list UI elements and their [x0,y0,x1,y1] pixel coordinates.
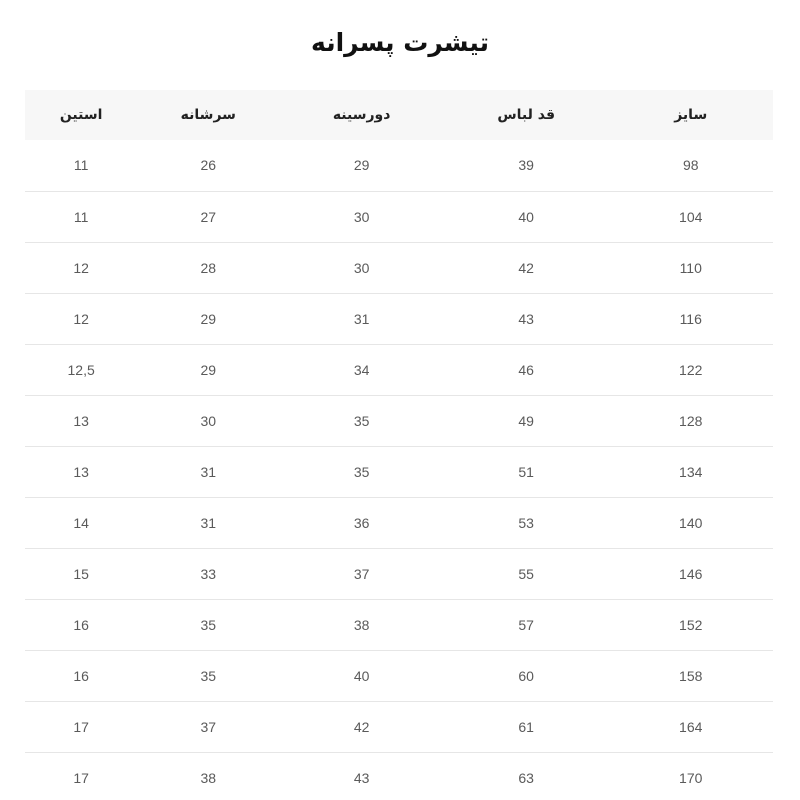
cell-size: 170 [608,752,773,800]
cell-sleeve: 13 [25,395,137,446]
cell-size: 98 [608,140,773,191]
header-chest: دورسینه [279,90,444,140]
cell-chest: 31 [279,293,444,344]
cell-chest: 29 [279,140,444,191]
size-chart-table [25,90,773,800]
cell-length: 61 [444,701,609,752]
cell-chest: 36 [279,497,444,548]
table-row [25,242,773,293]
cell-sleeve: 16 [25,599,137,650]
table-row [25,548,773,599]
cell-shoulder: 33 [137,548,279,599]
header-length: قد لباس [444,90,609,140]
cell-chest: 40 [279,650,444,701]
cell-shoulder: 38 [137,752,279,800]
cell-length: 51 [444,446,609,497]
table-row [25,191,773,242]
table-row [25,599,773,650]
cell-length: 39 [444,140,609,191]
table-body [25,140,773,800]
cell-size: 164 [608,701,773,752]
table-row [25,293,773,344]
cell-size: 122 [608,344,773,395]
cell-sleeve: 12 [25,242,137,293]
cell-length: 40 [444,191,609,242]
cell-size: 158 [608,650,773,701]
cell-sleeve: 17 [25,752,137,800]
cell-chest: 35 [279,395,444,446]
cell-sleeve: 13 [25,446,137,497]
table-row [25,752,773,800]
cell-sleeve: 14 [25,497,137,548]
cell-chest: 38 [279,599,444,650]
cell-length: 55 [444,548,609,599]
cell-sleeve: 11 [25,191,137,242]
cell-sleeve: 17 [25,701,137,752]
cell-size: 104 [608,191,773,242]
cell-length: 53 [444,497,609,548]
cell-shoulder: 29 [137,293,279,344]
header-size: سایز [608,90,773,140]
cell-size: 152 [608,599,773,650]
cell-shoulder: 37 [137,701,279,752]
cell-length: 46 [444,344,609,395]
cell-sleeve: 11 [25,140,137,191]
table-row [25,140,773,191]
cell-length: 42 [444,242,609,293]
cell-shoulder: 29 [137,344,279,395]
cell-shoulder: 35 [137,599,279,650]
table-row [25,701,773,752]
cell-length: 63 [444,752,609,800]
header-shoulder: سرشانه [137,90,279,140]
cell-size: 110 [608,242,773,293]
cell-chest: 42 [279,701,444,752]
cell-size: 140 [608,497,773,548]
table-row [25,497,773,548]
cell-chest: 30 [279,191,444,242]
table-row [25,395,773,446]
cell-chest: 37 [279,548,444,599]
cell-shoulder: 31 [137,497,279,548]
table-row [25,344,773,395]
table-header-row [25,90,773,140]
cell-chest: 35 [279,446,444,497]
cell-length: 60 [444,650,609,701]
cell-size: 128 [608,395,773,446]
cell-sleeve: 12 [25,293,137,344]
cell-size: 134 [608,446,773,497]
cell-shoulder: 26 [137,140,279,191]
cell-length: 43 [444,293,609,344]
cell-sleeve: 16 [25,650,137,701]
cell-size: 116 [608,293,773,344]
page-title: تیشرت پسرانه [311,28,489,57]
cell-length: 57 [444,599,609,650]
cell-chest: 34 [279,344,444,395]
cell-shoulder: 28 [137,242,279,293]
cell-shoulder: 31 [137,446,279,497]
cell-shoulder: 30 [137,395,279,446]
header-sleeve: استین [25,90,137,140]
cell-size: 146 [608,548,773,599]
cell-length: 49 [444,395,609,446]
cell-shoulder: 35 [137,650,279,701]
cell-shoulder: 27 [137,191,279,242]
cell-sleeve: 15 [25,548,137,599]
cell-chest: 43 [279,752,444,800]
table-row [25,650,773,701]
table-row [25,446,773,497]
cell-chest: 30 [279,242,444,293]
cell-sleeve: 12,5 [25,344,137,395]
